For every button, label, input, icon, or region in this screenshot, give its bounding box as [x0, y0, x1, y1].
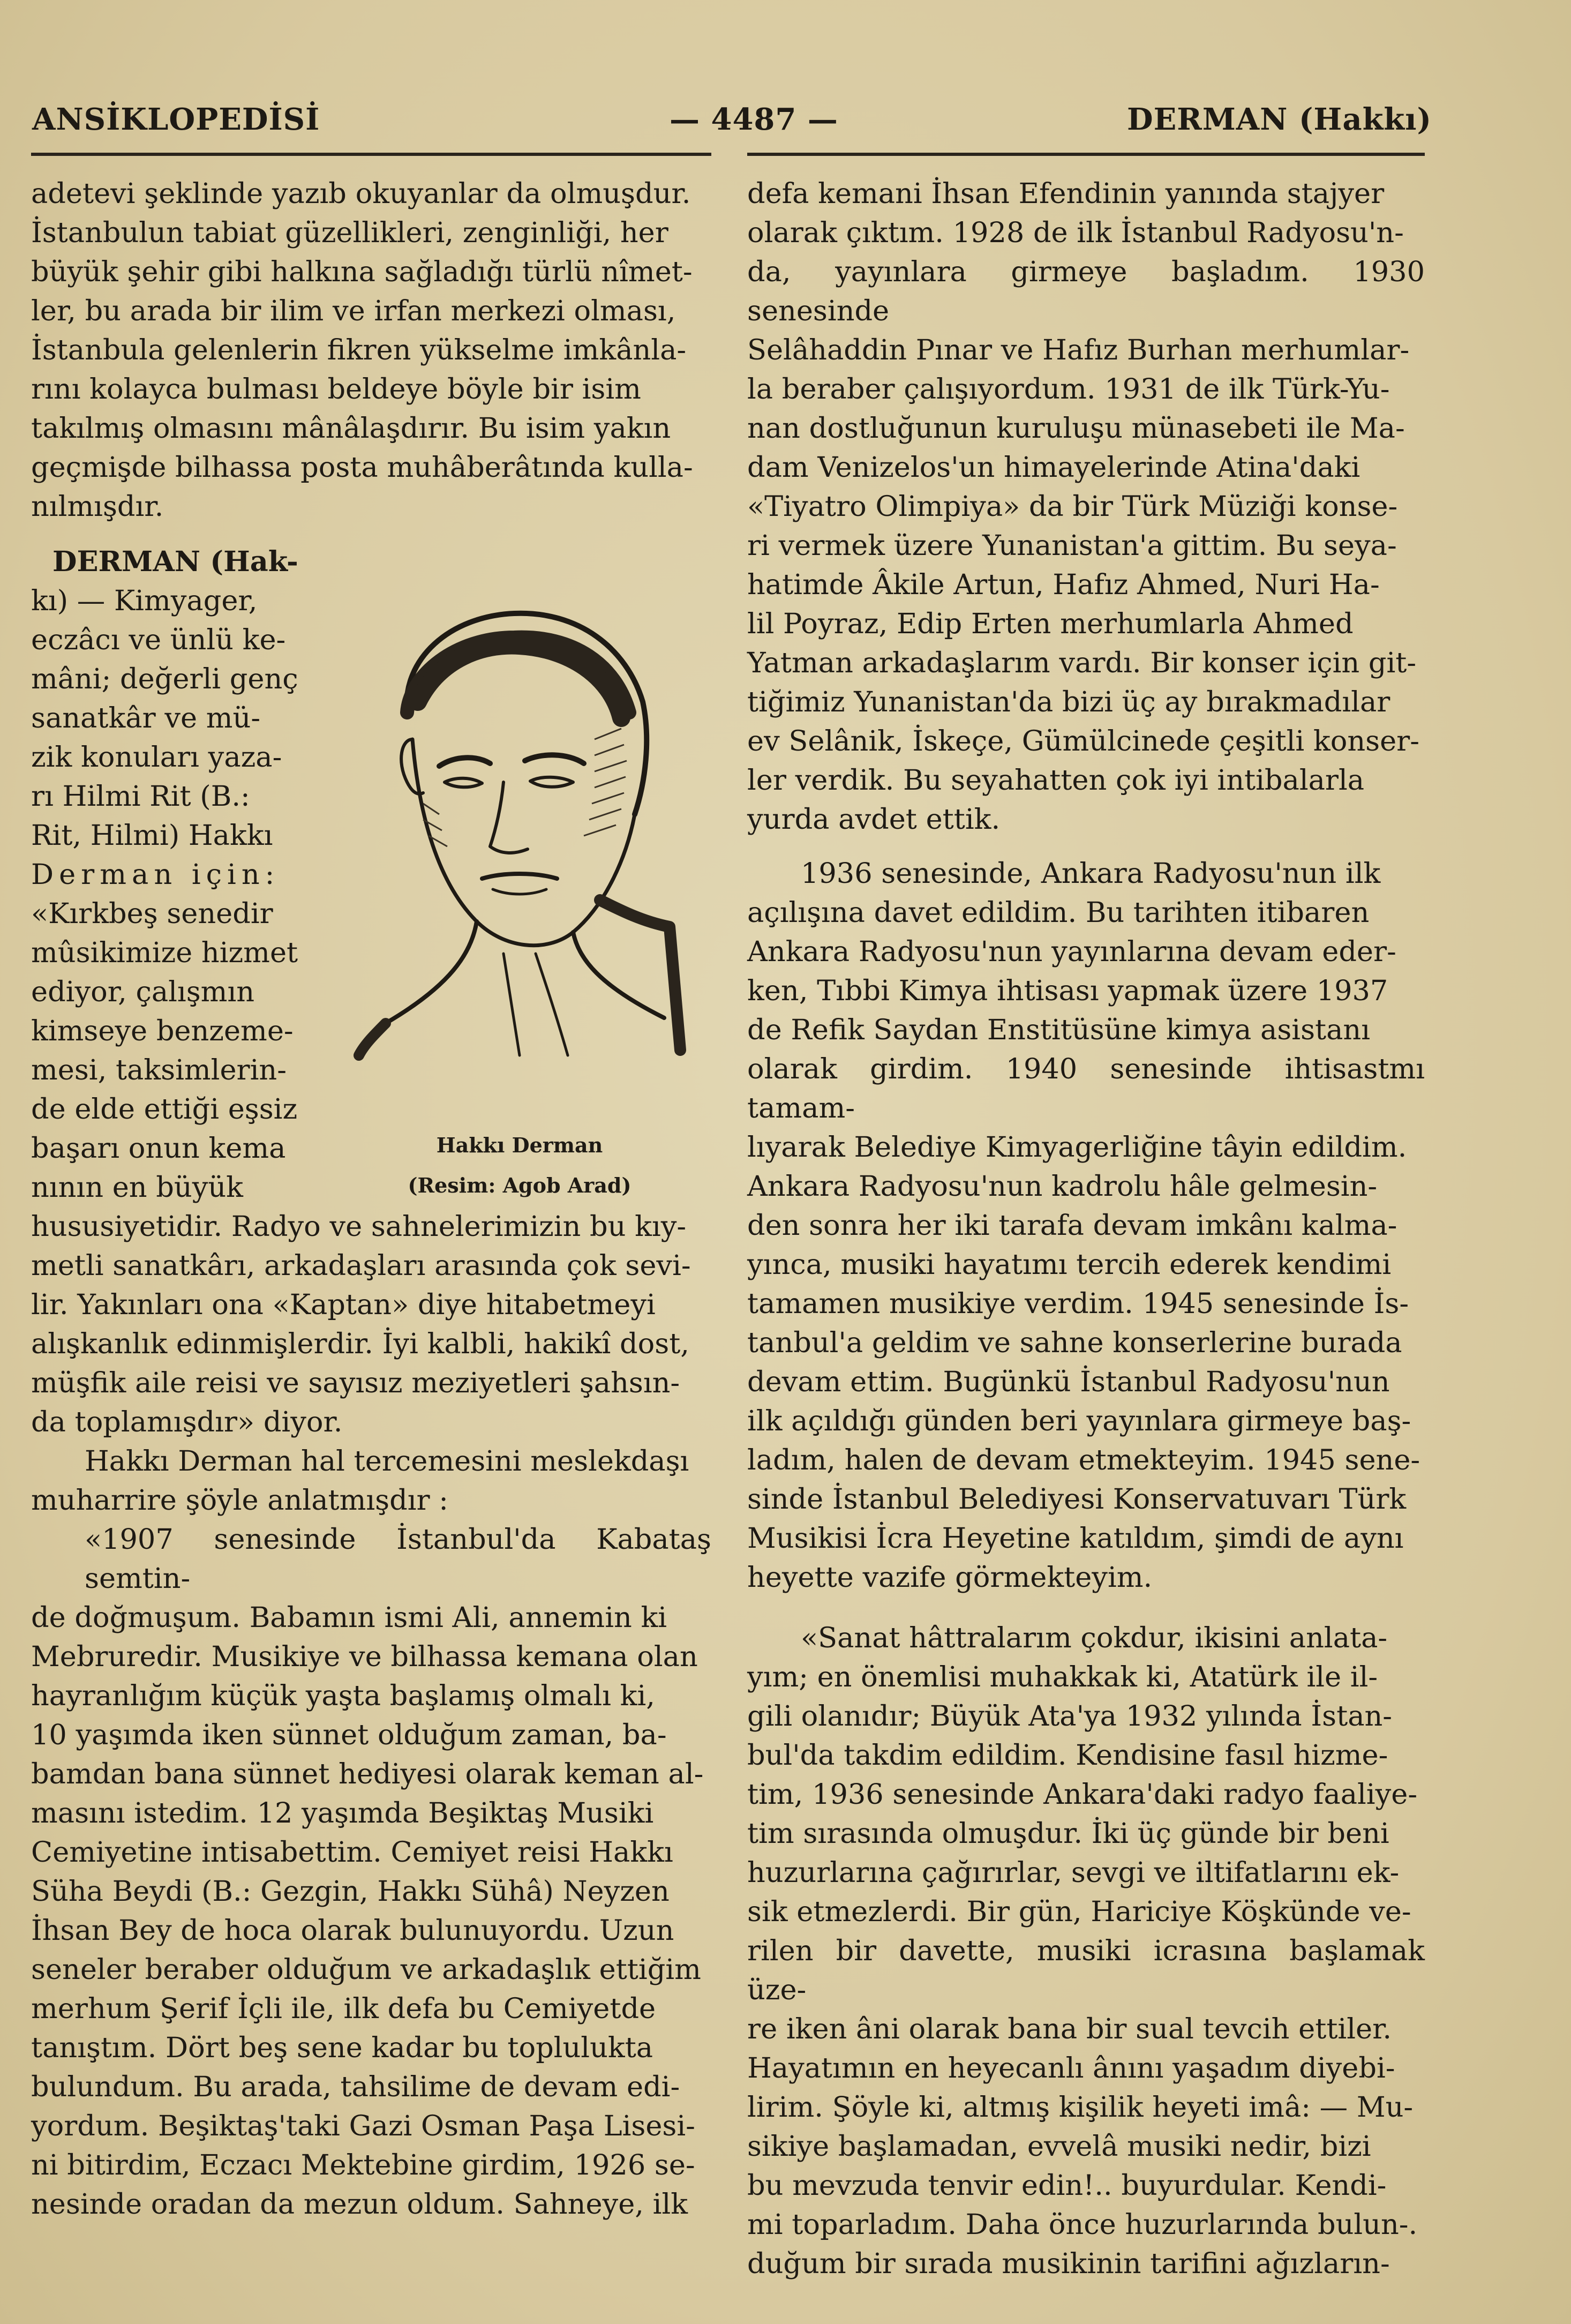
text-line: nesinde oradan da mezun oldum. Sahneye, ilk [31, 2188, 688, 2221]
text-line: Mebruredir. Musikiye ve bilhassa kemana olan [31, 1640, 698, 1673]
text-line: sikiye başlamadan, evvelâ musiki nedir, bizi [747, 2130, 1371, 2163]
text-line: yınca, musiki hayatımı tercih ederek kendimi [747, 1248, 1392, 1281]
text-line: heyette vazife görmekteyim. [747, 1561, 1153, 1594]
text-line: huzurlarına çağırırlar, sevgi ve iltifatlarını ek- [747, 1856, 1400, 1889]
text-line: bamdan bana sünnet hediyesi olarak keman al- [31, 1758, 704, 1790]
text-line: mesi, taksimlerin- [31, 1054, 287, 1086]
text-line: 1936 senesinde, Ankara Radyosu'nun ilk [801, 857, 1381, 890]
text-line: re iken âni olarak bana bir sual tevcih ettiler. [747, 2013, 1392, 2045]
paragraph [747, 174, 1425, 839]
text-line: «Sanat hâttralarım çokdur, ikisini anlata- [801, 1622, 1388, 1654]
text-line: yordum. Beşiktaş'taki Gazi Osman Paşa Lisesi- [31, 2110, 695, 2142]
text-line: den sonra her iki tarafa devam imkânı kalma- [747, 1209, 1397, 1242]
text-line: 10 yaşımda iken sünnet olduğum zaman, ba- [31, 1719, 667, 1751]
text-line: ni bitirdim, Eczacı Mektebine girdim, 1926 se- [31, 2149, 695, 2181]
text-line: ler verdik. Bu seyahatten çok iyi intibalarla [747, 764, 1365, 797]
text-line: ilk açıldığı günden beri yayınlara girmeye baş- [747, 1405, 1411, 1437]
text-line: ri vermek üzere Yunanistan'a gittim. Bu seya- [747, 529, 1397, 562]
text-line: Ankara Radyosu'nun yayınlarına devam eder- [747, 935, 1396, 968]
text-line: dam Venizelos'un himayelerinde Atina'daki [747, 451, 1360, 484]
text-line: bulundum. Bu arada, tahsilime de devam edi- [31, 2071, 680, 2103]
text-line: İstanbulun tabiat güzellikleri, zenginliği, her [31, 216, 668, 249]
text-line: defa kemani İhsan Efendinin yanında stajyer [747, 177, 1385, 210]
text-line: kı) — Kimyager, [31, 584, 258, 617]
text-line: büyük şehir gibi halkına sağladığı türlü nîmet- [31, 256, 693, 288]
text-line: tanıştım. Dört beş sene kadar bu toplulukta [31, 2031, 653, 2064]
text-line: zik konuları yaza- [31, 741, 282, 774]
text-line: seneler beraber olduğum ve arkadaşlık ettiğim [31, 1953, 701, 1986]
text-line: müşfik aile reisi ve sayısız meziyetleri şahsın- [31, 1367, 680, 1399]
text-line: mâni; değerli genç [31, 663, 298, 695]
text-line: tanbul'a geldim ve sahne konserlerine burada [747, 1326, 1402, 1359]
text-line: metli sanatkârı, arkadaşları arasında çok sevi- [31, 1249, 691, 1282]
paragraph [747, 1618, 1425, 2283]
text-line: Hayatımın en heyecanlı ânını yaşadım diyebi- [747, 2052, 1395, 2085]
header-left-title: ANSİKLOPEDİSİ [32, 102, 320, 137]
text-line: Rit, Hilmi) Hakkı [31, 819, 273, 852]
text-line: hayranlığım küçük yaşta başlamış olmalı ki, [31, 1680, 655, 1712]
text-line: masını istedim. 12 yaşımda Beşiktaş Musiki [31, 1797, 654, 1830]
text-line: tim, 1936 senesinde Ankara'daki radyo faaliye- [747, 1778, 1418, 1811]
text-line: nılmışdır. [31, 490, 164, 523]
text-line: Derman için: [31, 858, 280, 891]
portrait-drawing [343, 579, 696, 1061]
text-line: da, yayınlara girmeye başladım. 1930 senesinde [747, 256, 1425, 327]
text-line: da toplamışdır» diyor. [31, 1406, 343, 1438]
photo-caption-credit: (Resim: Agob Arad) [408, 1173, 632, 1197]
text-line: adetevi şeklinde yazıb okuyanlar da olmuşdur. [31, 177, 691, 210]
text-line: lıyarak Belediye Kimyagerliğine tâyin edildim. [747, 1131, 1407, 1164]
text-line: duğum bir sırada musikinin tarifini ağızların- [747, 2247, 1390, 2280]
text-line: lir. Yakınları ona «Kaptan» diye hitabetmeyi [31, 1288, 656, 1321]
text-line: «1907 senesinde İstanbul'da Kabataş semtin- [85, 1523, 711, 1595]
text-line: «Kırkbeş senedir [31, 897, 273, 930]
text-line: merhum Şerif İçli ile, ilk defa bu Cemiyetde [31, 1992, 656, 2025]
photo-caption-name: Hakkı Derman [436, 1133, 603, 1157]
text-line: hususiyetidir. Radyo ve sahnelerimizin bu kıy- [31, 1210, 687, 1243]
text-line: mûsikimize hizmet [31, 936, 298, 969]
text-line: ler, bu arada bir ilim ve irfan merkezi olması, [31, 295, 676, 327]
text-line: geçmişde bilhassa posta muhâberâtında kulla- [31, 451, 693, 484]
text-line: ladım, halen de devam etmekteyim. 1945 sene- [747, 1444, 1420, 1476]
left-column [31, 174, 711, 2224]
page-number: — 4487 — [670, 102, 838, 137]
text-line: «Tiyatro Olimpiya» da bir Türk Müziği konse- [747, 490, 1398, 523]
text-line: Yatman arkadaşlarım vardı. Bir konser için git- [747, 647, 1417, 679]
text-line: tamamen musikiye verdim. 1945 senesinde İs- [747, 1287, 1409, 1320]
text-line: devam ettim. Bugünkü İstanbul Radyosu'nun [747, 1366, 1390, 1398]
text-line: gili olanıdır; Büyük Ata'ya 1932 yılında İstan- [747, 1700, 1393, 1733]
text-line: İstanbula gelenlerin fikren yükselme imkânla- [31, 334, 687, 366]
text-line: bu mevzuda tenvir edin!.. buyurdular. Kendi- [747, 2169, 1387, 2202]
text-line: sanatkâr ve mü- [31, 702, 261, 734]
text-line: nının en büyük [31, 1171, 243, 1204]
header-rule-right [747, 153, 1425, 156]
text-line: tim sırasında olmuşdur. İki üç günde bir beni [747, 1817, 1389, 1850]
text-line: lil Poyraz, Edip Erten merhumlarla Ahmed [747, 608, 1354, 640]
text-line: başarı onun kema [31, 1132, 286, 1165]
text-line: ken, Tıbbi Kimya ihtisası yapmak üzere 1937 [747, 974, 1388, 1007]
entry-narrow-text [31, 542, 323, 1207]
text-line: de elde ettiği eşsiz [31, 1093, 298, 1126]
text-line: Musikisi İcra Heyetine katıldım, şimdi de aynı [747, 1522, 1404, 1555]
text-line: İhsan Bey de hoca olarak bulunuyordu. Uzun [31, 1914, 674, 1947]
text-line: açılışına davet edildim. Bu tarihten itibaren [747, 896, 1370, 929]
text-line: yım; en önemlisi muhakkak ki, Atatürk ile il- [747, 1661, 1378, 1693]
text-line: alışkanlık edinmişlerdir. İyi kalbli, hakikî dost, [31, 1328, 689, 1360]
text-line: Ankara Radyosu'nun kadrolu hâle gelmesin- [747, 1170, 1378, 1203]
text-line: de Refik Saydan Enstitüsüne kimya asistanı [747, 1014, 1371, 1046]
text-line: eczâcı ve ünlü ke- [31, 624, 286, 656]
header-rule-left [31, 153, 711, 156]
text-line: Hakkı Derman hal tercemesini meslekdaşı [85, 1445, 689, 1478]
text-line: ev Selânik, İskeçe, Gümülcinede çeşitli konser- [747, 725, 1419, 758]
text-line: rilen bir davette, musiki icrasına başlamak üze- [747, 1935, 1425, 2006]
intro-paragraph [31, 174, 711, 526]
entry-heading: DERMAN (Hak- [52, 545, 298, 578]
text-line: ediyor, çalışmın [31, 976, 255, 1008]
text-line: rını kolayca bulması beldeye böyle bir isim [31, 373, 641, 406]
text-line: sinde İstanbul Belediyesi Konservatuvarı Türk [747, 1483, 1407, 1516]
text-line: la beraber çalışıyordum. 1931 de ilk Türk-Yu- [747, 373, 1390, 406]
text-line: mi toparladım. Daha önce huzurlarında bulun-. [747, 2208, 1418, 2241]
text-line: tiğimiz Yunanistan'da bizi üç ay bırakmadılar [747, 686, 1390, 718]
text-line: bul'da takdim edildim. Kendisine fasıl hizme- [747, 1739, 1388, 1772]
text-line: sik etmezlerdi. Bir gün, Hariciye Köşkünde ve- [747, 1895, 1411, 1928]
right-column [747, 174, 1425, 2283]
text-line: yurda avdet ettik. [747, 803, 1001, 836]
header-right-title: DERMAN (Hakkı) [1127, 102, 1432, 137]
text-line: takılmış olmasını mânâlaşdırır. Bu isim yakın [31, 412, 671, 445]
paragraph [747, 854, 1425, 1597]
page-header [32, 102, 1432, 145]
text-line: kimseye benzeme- [31, 1015, 294, 1047]
text-line: hatimde Âkile Artun, Hafız Ahmed, Nuri Ha- [747, 568, 1380, 601]
text-line: nan dostluğunun kuruluşu münasebeti ile Ma- [747, 412, 1405, 445]
text-line: muharrire şöyle anlatmışdır : [31, 1484, 448, 1517]
text-line: Selâhaddin Pınar ve Hafız Burhan merhumlar- [747, 334, 1410, 366]
text-line: de doğmuşum. Babamın ismi Ali, annemin ki [31, 1601, 667, 1634]
text-line: olarak çıktım. 1928 de ilk İstanbul Radyosu'n- [747, 216, 1404, 249]
text-line: lirim. Şöyle ki, altmış kişilik heyeti imâ: — Mu- [747, 2091, 1414, 2124]
text-line: olarak girdim. 1940 senesinde ihtisastmı tamam- [747, 1053, 1425, 1124]
text-line: Süha Beydi (B.: Gezgin, Hakkı Sühâ) Neyzen [31, 1875, 670, 1908]
text-line: Cemiyetine intisabettim. Cemiyet reisi Hakkı [31, 1836, 673, 1869]
text-line: rı Hilmi Rit (B.: [31, 780, 250, 813]
